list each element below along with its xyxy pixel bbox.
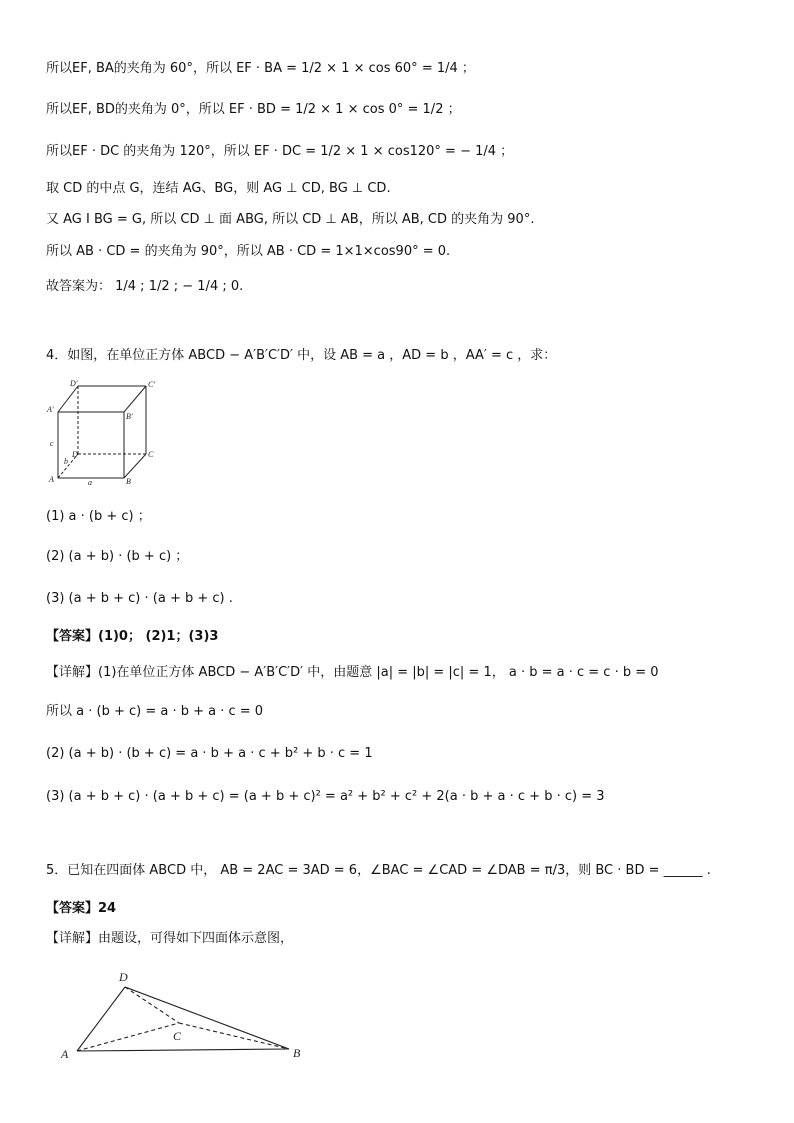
question-4-detail-4: (3) (a + b + c) · (a + b + c) = (a + b + c)² = a² + b² + c² + 2(a · b + a · c + b · c) = 3 bbox=[46, 789, 605, 804]
cube-label-A1: A′ bbox=[47, 405, 54, 414]
cube-label-C1: C′ bbox=[148, 380, 156, 389]
cube-figure bbox=[46, 378, 166, 486]
cube-vector-b: b bbox=[64, 457, 68, 466]
cube-label-B: B bbox=[126, 477, 131, 486]
question-5-stem: 5．已知在四面体 ABCD 中， AB = 2AC = 3AD = 6，∠BAC = ∠CAD = ∠DAB = π/3，则 BC · BD = ______ . bbox=[46, 863, 711, 878]
solution-line-1: 所以EF, BA的夹角为 60°，所以 EF · BA = 1/2 × 1 × cos 60° = 1/4 ； bbox=[46, 61, 475, 76]
answer-summary-line: 故答案为： 1/4 ; 1/2 ; − 1/4 ; 0. bbox=[46, 279, 244, 294]
cube-label-A: A bbox=[49, 475, 54, 484]
edge-DB bbox=[125, 987, 289, 1049]
cube-edge bbox=[124, 386, 146, 412]
cube-vector-a: a bbox=[88, 478, 92, 486]
question-4-stem: 4．如图，在单位正方体 ABCD − A′B′C′D′ 中，设 AB = a ，AD = b ，AA′ = c ，求： bbox=[46, 348, 557, 363]
cube-edge bbox=[58, 386, 78, 412]
cube-label-C: C bbox=[148, 450, 154, 459]
edge-CB bbox=[179, 1023, 289, 1049]
cube-label-D1: D′ bbox=[70, 379, 78, 388]
question-4-detail-3: (2) (a + b) · (b + c) = a · b + a · c + b² + b · c = 1 bbox=[46, 746, 373, 761]
question-4-detail-1: 【详解】(1)在单位正方体 ABCD − A′B′C′D′ 中，由题意 |a| = |b| = |c| = 1， a · b = a · c = c · b = 0 bbox=[46, 665, 659, 680]
question-4-part-3: (3) (a + b + c) · (a + b + c) . bbox=[46, 591, 233, 606]
tetra-label-D: D bbox=[119, 970, 128, 984]
edge-AB bbox=[77, 1049, 289, 1051]
tetra-label-C: C bbox=[173, 1029, 182, 1043]
question-4-answer: 【答案】(1)0； (2)1；(3)3 bbox=[46, 629, 219, 644]
solution-line-6: 所以 AB · CD = 的夹角为 90°，所以 AB · CD = 1×1×cos90° = 0. bbox=[46, 244, 451, 259]
edge-AD bbox=[77, 987, 125, 1051]
question-5-detail: 【详解】由题设，可得如下四面体示意图， bbox=[46, 931, 294, 946]
edge-DC bbox=[125, 987, 179, 1023]
cube-vector-c: c bbox=[50, 439, 54, 448]
cube-label-B1: B′ bbox=[126, 412, 133, 421]
solution-line-2: 所以EF, BD的夹角为 0°，所以 EF · BD = 1/2 × 1 × cos 0° = 1/2 ； bbox=[46, 102, 461, 117]
edge-AC bbox=[77, 1023, 179, 1051]
question-4-detail-2: 所以 a · (b + c) = a · b + a · c = 0 bbox=[46, 704, 264, 719]
tetra-label-A: A bbox=[61, 1047, 69, 1061]
question-4-part-1: (1) a · (b + c) ； bbox=[46, 509, 151, 524]
cube-label-D: D bbox=[72, 450, 78, 459]
solution-line-4: 取 CD 的中点 G，连结 AG、BG，则 AG ⊥ CD, BG ⊥ CD. bbox=[46, 181, 391, 196]
tetrahedron-figure bbox=[55, 965, 315, 1065]
cube-edge bbox=[124, 454, 146, 478]
solution-line-5: 又 AG I BG = G, 所以 CD ⊥ 面 ABG, 所以 CD ⊥ AB，所以 AB, CD 的夹角为 90°. bbox=[46, 212, 535, 227]
question-4-part-2: (2) (a + b) · (b + c) ； bbox=[46, 549, 189, 564]
question-5-answer: 【答案】24 bbox=[46, 901, 117, 916]
tetra-label-B: B bbox=[293, 1046, 301, 1060]
solution-line-3: 所以EF · DC 的夹角为 120°，所以 EF · DC = 1/2 × 1 × cos120° = − 1/4 ； bbox=[46, 144, 514, 159]
